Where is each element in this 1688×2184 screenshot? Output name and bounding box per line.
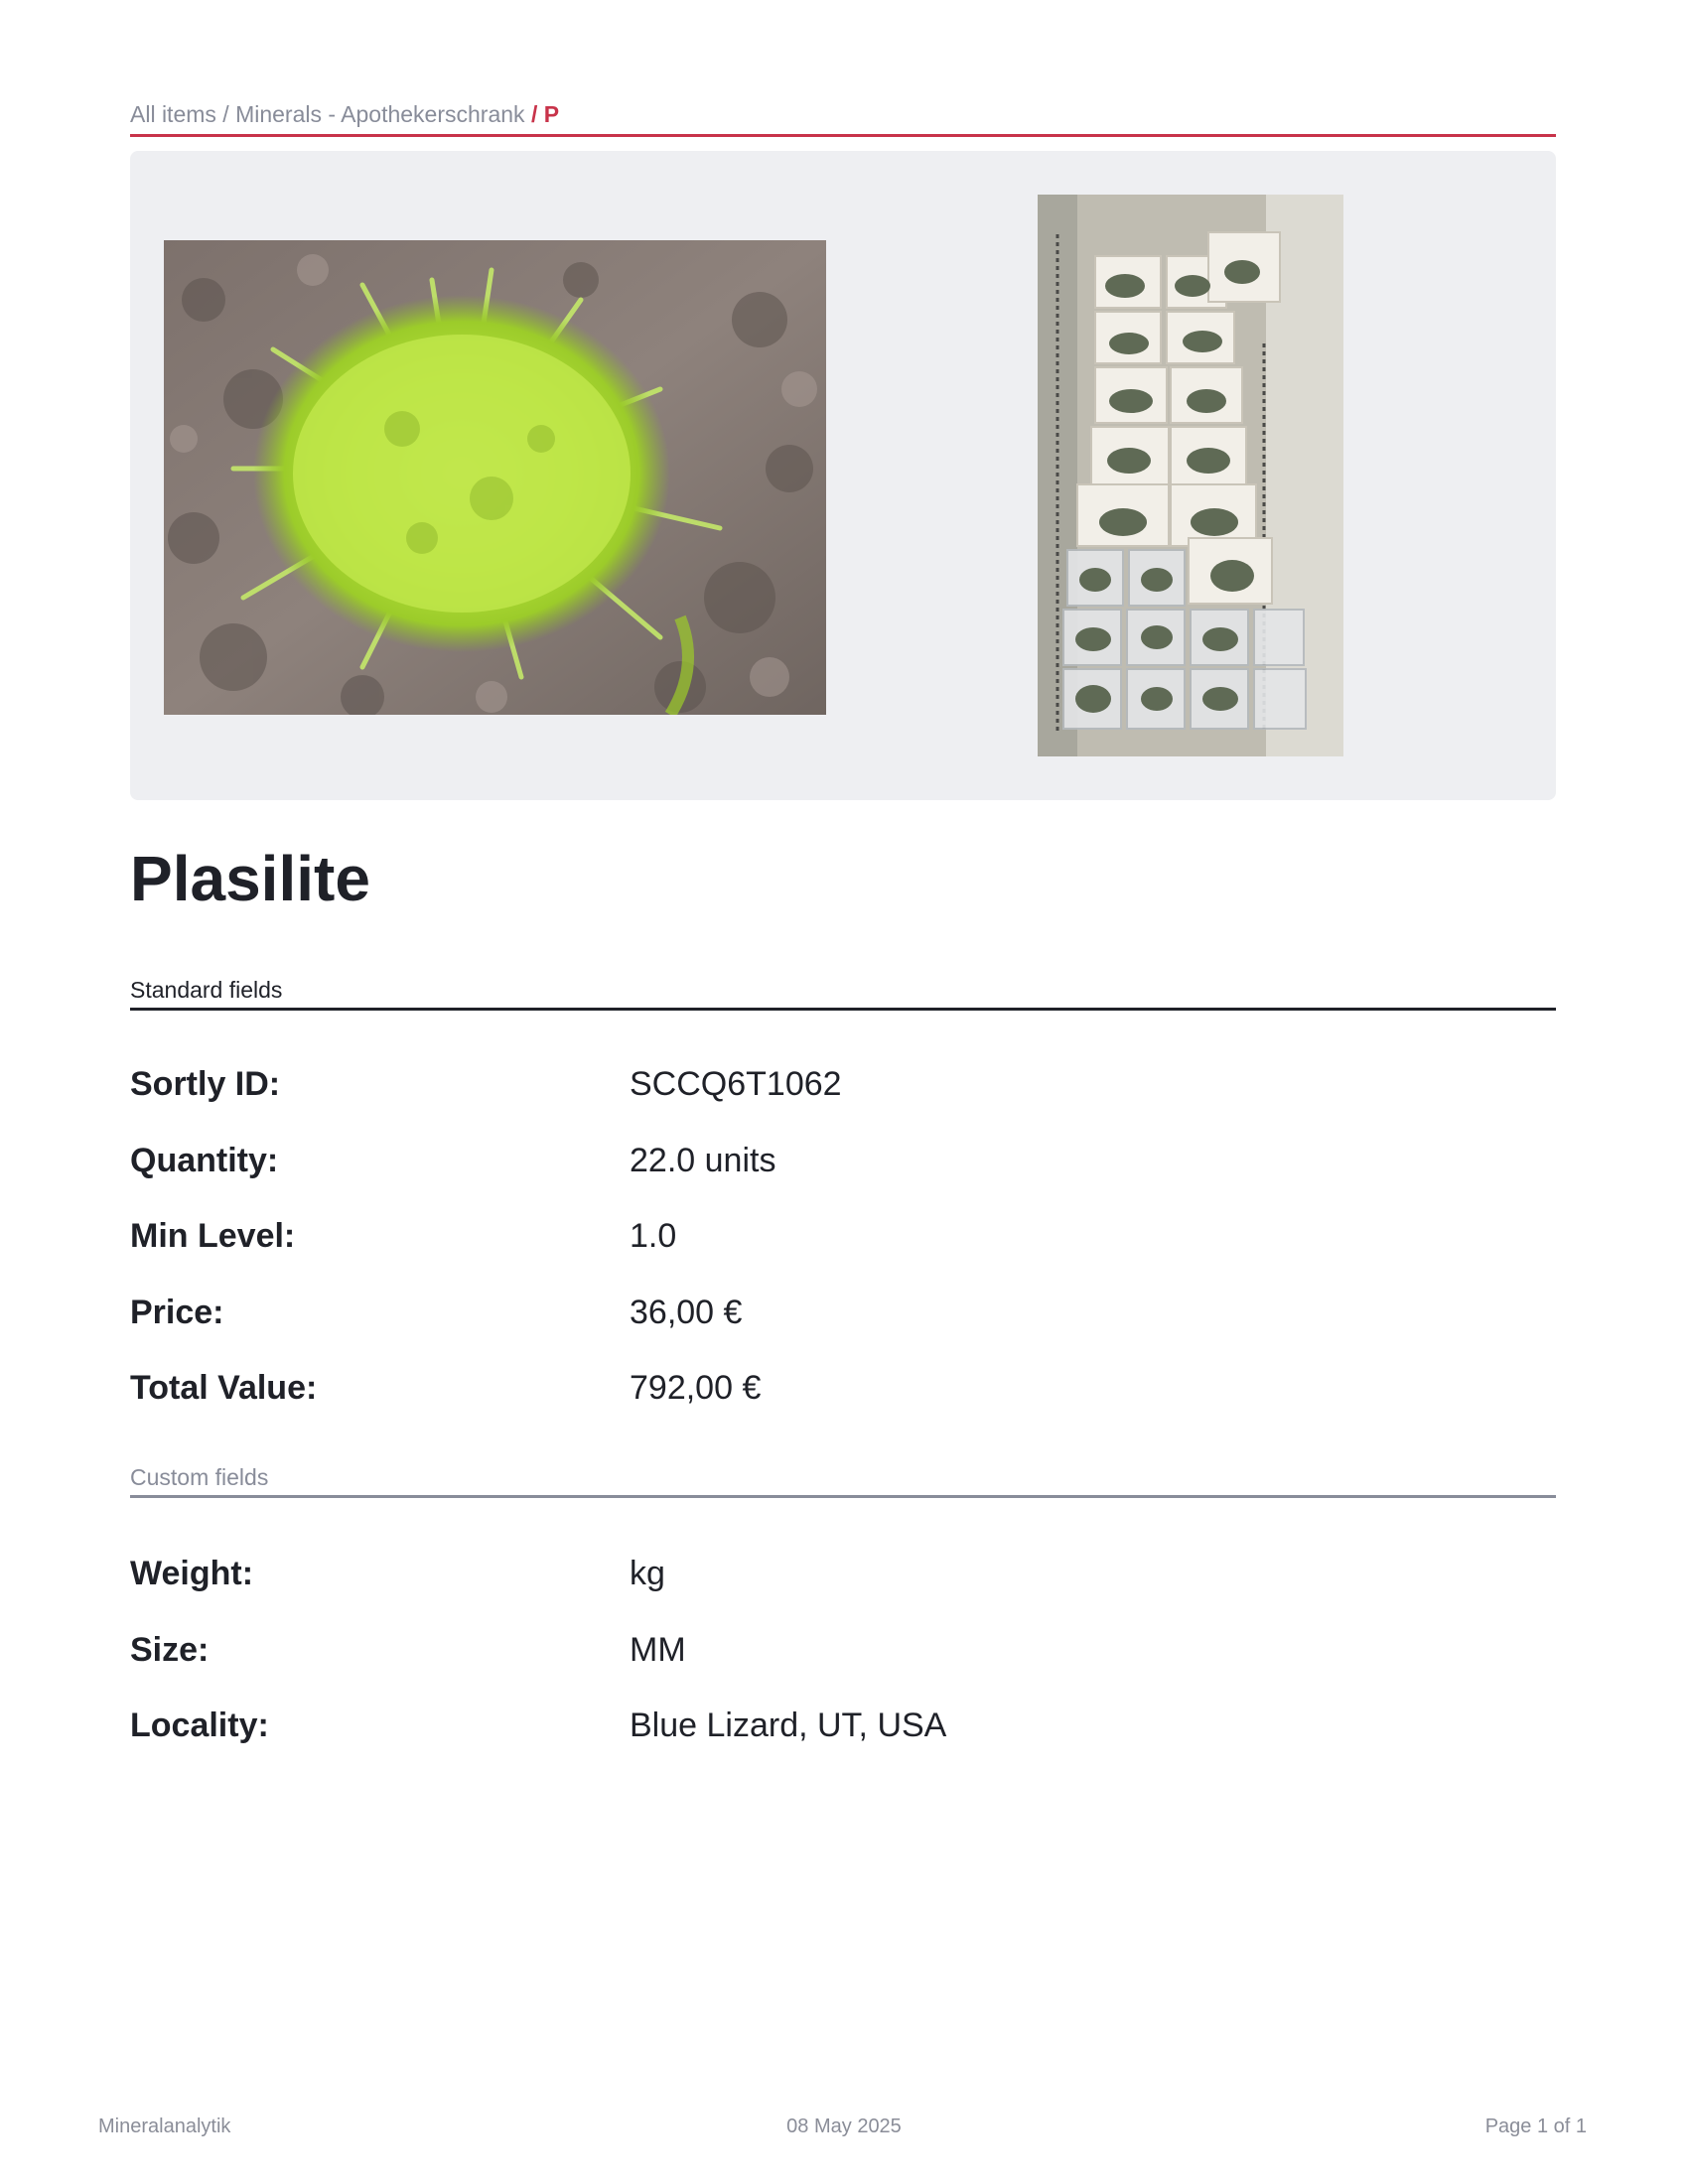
custom-fields-list [130,1544,1556,1772]
breadcrumb-all-items[interactable]: All items [130,101,216,127]
field-label: Total Value: [130,1369,318,1407]
breadcrumb [130,98,1556,137]
storage-drawer-image [1038,195,1343,756]
field-row-size [130,1620,1556,1697]
field-row-sortly-id [130,1054,1556,1131]
breadcrumb-minerals-folder[interactable]: Minerals - Apothekerschrank [235,101,525,127]
field-value-locality: Blue Lizard, UT, USA [630,1706,947,1744]
field-value-total-value: 792,00 € [630,1369,762,1407]
standard-fields-header: Standard fields [130,975,1556,1011]
field-value-price: 36,00 € [630,1293,743,1331]
breadcrumb-current: P [543,101,560,127]
field-value-size: MM [630,1630,686,1669]
field-label: Sortly ID: [130,1065,281,1103]
specimen-photo[interactable] [164,240,826,715]
breadcrumb-separator: / [530,101,544,127]
field-value-quantity: 22.0 units [630,1141,776,1179]
field-label: Size: [130,1630,210,1669]
field-row-locality [130,1696,1556,1772]
field-value-min-level: 1.0 [630,1217,677,1255]
field-value-weight: kg [630,1555,665,1592]
green-crystal-specimen-image [164,240,826,715]
field-label: Min Level: [130,1217,296,1255]
field-value-sortly-id: SCCQ6T1062 [630,1065,842,1103]
field-row-weight [130,1544,1556,1620]
photo-gallery [130,151,1556,800]
field-label: Weight: [130,1555,254,1592]
footer-date: 08 May 2025 [786,2116,902,2137]
field-row-total-value [130,1358,1556,1434]
field-label: Price: [130,1293,224,1331]
field-row-price [130,1283,1556,1359]
standard-fields-list [130,1054,1556,1434]
footer-company: Mineralanalytik [98,2116,231,2137]
item-title: Plasilite [130,843,370,914]
field-label: Locality: [130,1706,269,1744]
footer-page-number: Page 1 of 1 [1484,2116,1587,2137]
field-row-quantity [130,1131,1556,1207]
field-label: Quantity: [130,1141,279,1179]
custom-fields-header: Custom fields [130,1462,1556,1498]
field-row-min-level [130,1206,1556,1283]
storage-drawer-photo[interactable] [1038,195,1343,756]
breadcrumb-separator: / [222,101,236,127]
